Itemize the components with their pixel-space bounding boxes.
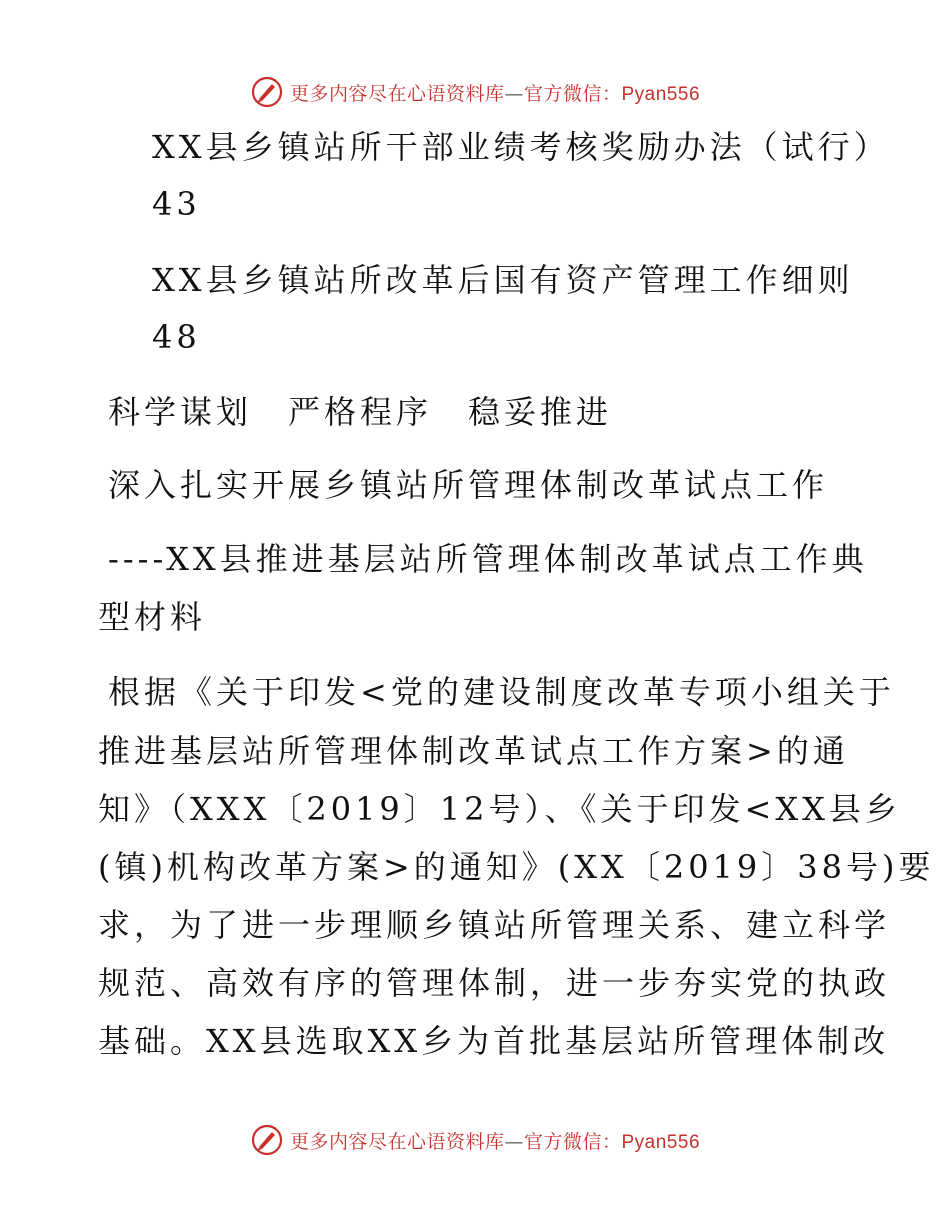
watermark-brand: 更多内容尽在心语资料库 [289,82,505,105]
body-line: 基础。XX县选取XX乡为首批基层站所管理体制改 [98,1022,890,1060]
watermark-brand: 更多内容尽在心语资料库 [289,1130,505,1153]
body-line: 规范、高效有序的管理体制，进一步夯实党的执政 [98,964,891,1002]
body-line: 求，为了进一步理顺乡镇站所管理关系、建立科学 [98,906,891,944]
watermark-separator: — [504,1130,524,1153]
article-byline: ----XX县推进基层站所管理体制改革试点工作典 [108,540,868,578]
watermark-wechat-label: 官方微信： [523,82,622,105]
toc-entry-title: XX县乡镇站所改革后国有资产管理工作细则 [152,261,854,299]
header-watermark [0,70,950,114]
toc-entry-page: 48 [152,318,201,356]
brand-logo-icon [250,75,284,109]
body-line: (镇)机构改革方案>的通知》(XX〔2019〕38号)要 [98,848,935,886]
footer-watermark [0,1118,950,1162]
article-byline: 型材料 [98,598,207,636]
watermark-wechat-id: Pyan556 [621,1131,701,1153]
watermark-text [290,1127,700,1154]
body-line: 知》（XXX〔2019〕12号）、《关于印发<XX县乡 [98,790,901,828]
watermark-text [290,79,700,106]
watermark-wechat-id: Pyan556 [621,83,701,105]
article-headline: 科学谋划 严格程序 稳妥推进 [108,393,613,431]
article-subheadline: 深入扎实开展乡镇站所管理体制改革试点工作 [108,466,829,504]
body-line: 根据《关于印发<党的建设制度改革专项小组关于 [108,673,895,711]
toc-entry-page: 43 [152,185,201,223]
toc-entry-title: XX县乡镇站所干部业绩考核奖励办法（试行） [152,128,890,166]
watermark-separator: — [504,82,524,105]
body-line: 推进基层站所管理体制改革试点工作方案>的通 [98,732,849,770]
brand-logo-icon [250,1123,284,1157]
watermark-wechat-label: 官方微信： [523,1130,622,1153]
